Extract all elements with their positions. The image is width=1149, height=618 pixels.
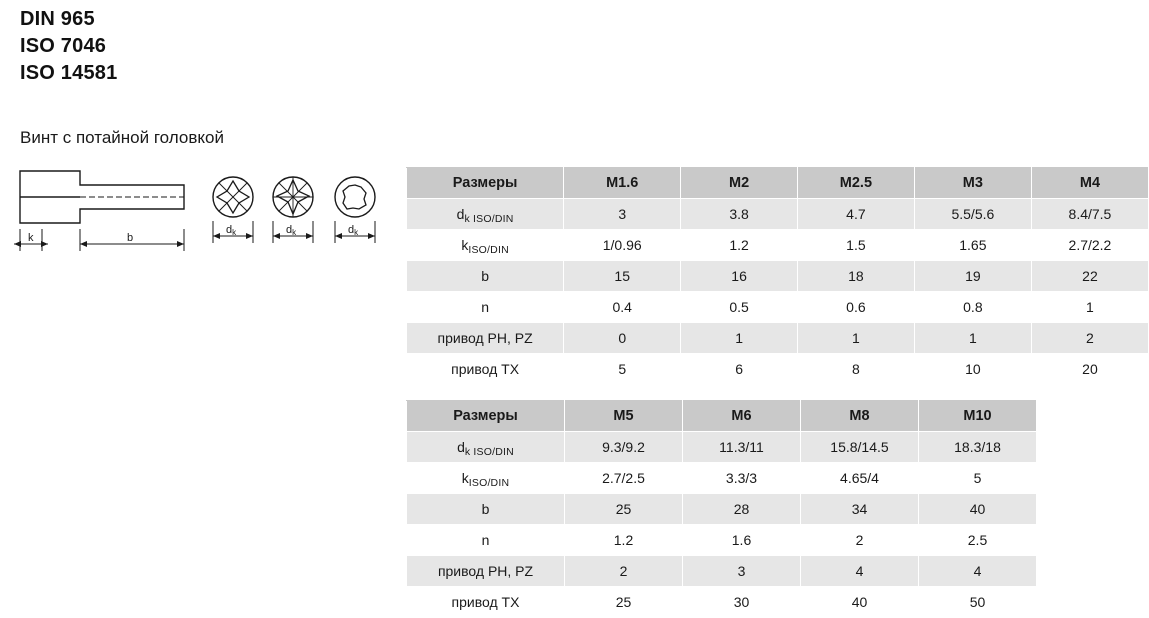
table-cell: 0.8 <box>914 292 1031 323</box>
table-cell: 15.8/14.5 <box>801 432 919 463</box>
row-label: b <box>407 261 564 292</box>
table-cell: 5.5/5.6 <box>914 199 1031 230</box>
pozidriv-drive-icon <box>273 177 313 217</box>
table-cell: 16 <box>681 261 798 292</box>
row-label: $k_{ISO/DIN}$ <box>407 463 565 494</box>
table-row <box>407 525 1037 556</box>
column-header: M6 <box>683 401 801 432</box>
table-cell: 22 <box>1031 261 1148 292</box>
table-cell: 0.5 <box>681 292 798 323</box>
dimension-label-k: k <box>28 232 34 244</box>
table-cell: 25 <box>565 494 683 525</box>
table-cell: 3 <box>683 556 801 587</box>
column-header: M2 <box>681 168 798 199</box>
table-cell: 2 <box>1031 323 1148 354</box>
table-cell: 15 <box>564 261 681 292</box>
table-cell: 8.4/7.5 <box>1031 199 1148 230</box>
row-label: привод TX <box>407 354 564 385</box>
table-cell: 4 <box>919 556 1037 587</box>
table-cell: 10 <box>914 354 1031 385</box>
column-header: Размеры <box>407 401 565 432</box>
standard-line: ISO 14581 <box>20 62 118 84</box>
table-cell: 5 <box>564 354 681 385</box>
table-row <box>407 199 1149 230</box>
table-cell: 28 <box>683 494 801 525</box>
column-header: M2.5 <box>797 168 914 199</box>
table-cell: 1 <box>797 323 914 354</box>
table-cell: 3.3/3 <box>683 463 801 494</box>
table-cell: 2.7/2.2 <box>1031 230 1148 261</box>
row-label: $d_{k ISO/DIN}$ <box>407 432 565 463</box>
table-cell: 0.6 <box>797 292 914 323</box>
row-label: привод PH, PZ <box>407 323 564 354</box>
dimension-label-dk: dk <box>348 224 359 237</box>
row-label: n <box>407 292 564 323</box>
table-cell: 3.8 <box>681 199 798 230</box>
table-header-row <box>407 401 1037 432</box>
dimensions-table-small <box>406 167 1149 385</box>
table-cell: 2 <box>801 525 919 556</box>
table-cell: 9.3/9.2 <box>565 432 683 463</box>
table-row <box>407 323 1149 354</box>
table-cell: 34 <box>801 494 919 525</box>
table-row <box>407 432 1037 463</box>
column-header: M5 <box>565 401 683 432</box>
screw-technical-drawing <box>8 165 398 275</box>
column-header: M1.6 <box>564 168 681 199</box>
torx-drive-icon <box>335 177 375 217</box>
table-cell: 1 <box>914 323 1031 354</box>
table-cell: 2 <box>565 556 683 587</box>
table-cell: 1.2 <box>565 525 683 556</box>
row-label: привод PH, PZ <box>407 556 565 587</box>
table-cell: 1.65 <box>914 230 1031 261</box>
table-cell: 40 <box>801 587 919 618</box>
table-row <box>407 292 1149 323</box>
table-cell: 1.2 <box>681 230 798 261</box>
table-cell: 2.5 <box>919 525 1037 556</box>
standards-list <box>20 6 117 87</box>
standard-line: DIN 965 <box>20 8 95 30</box>
table-cell: 50 <box>919 587 1037 618</box>
dimension-label-dk: dk <box>286 224 297 237</box>
row-label: $d_{k ISO/DIN}$ <box>407 199 564 230</box>
phillips-drive-icon <box>213 177 253 217</box>
table-row <box>407 556 1037 587</box>
table-header-row <box>407 168 1149 199</box>
column-header: M10 <box>919 401 1037 432</box>
row-label: привод TX <box>407 587 565 618</box>
table-cell: 1 <box>681 323 798 354</box>
table-cell: 5 <box>919 463 1037 494</box>
table-cell: 25 <box>565 587 683 618</box>
table-cell: 0.4 <box>564 292 681 323</box>
table-cell: 4.65/4 <box>801 463 919 494</box>
table-row <box>407 494 1037 525</box>
column-header: M4 <box>1031 168 1148 199</box>
table-cell: 1.5 <box>797 230 914 261</box>
table-cell: 18.3/18 <box>919 432 1037 463</box>
table-cell: 4 <box>801 556 919 587</box>
table-row <box>407 587 1037 618</box>
table-cell: 30 <box>683 587 801 618</box>
table-cell: 2.7/2.5 <box>565 463 683 494</box>
row-label: n <box>407 525 565 556</box>
column-header: M8 <box>801 401 919 432</box>
standard-line: ISO 7046 <box>20 35 107 57</box>
table-cell: 11.3/11 <box>683 432 801 463</box>
dimension-label-b: b <box>127 232 134 244</box>
table-row <box>407 354 1149 385</box>
column-header: Размеры <box>407 168 564 199</box>
dimension-label-dk: dk <box>226 224 237 237</box>
row-label: $k_{ISO/DIN}$ <box>407 230 564 261</box>
table-row <box>407 261 1149 292</box>
row-label: b <box>407 494 565 525</box>
table-cell: 8 <box>797 354 914 385</box>
table-cell: 19 <box>914 261 1031 292</box>
table-cell: 4.7 <box>797 199 914 230</box>
table-cell: 1 <box>1031 292 1148 323</box>
column-header: M3 <box>914 168 1031 199</box>
table-cell: 20 <box>1031 354 1148 385</box>
table-cell: 40 <box>919 494 1037 525</box>
dimensions-table-large <box>406 400 1037 618</box>
table-cell: 6 <box>681 354 798 385</box>
table-cell: 0 <box>564 323 681 354</box>
table-row <box>407 463 1037 494</box>
table-cell: 1.6 <box>683 525 801 556</box>
table-cell: 3 <box>564 199 681 230</box>
table-cell: 18 <box>797 261 914 292</box>
table-row <box>407 230 1149 261</box>
table-cell: 1/0.96 <box>564 230 681 261</box>
page-subtitle: Винт с потайной головкой <box>20 128 224 147</box>
